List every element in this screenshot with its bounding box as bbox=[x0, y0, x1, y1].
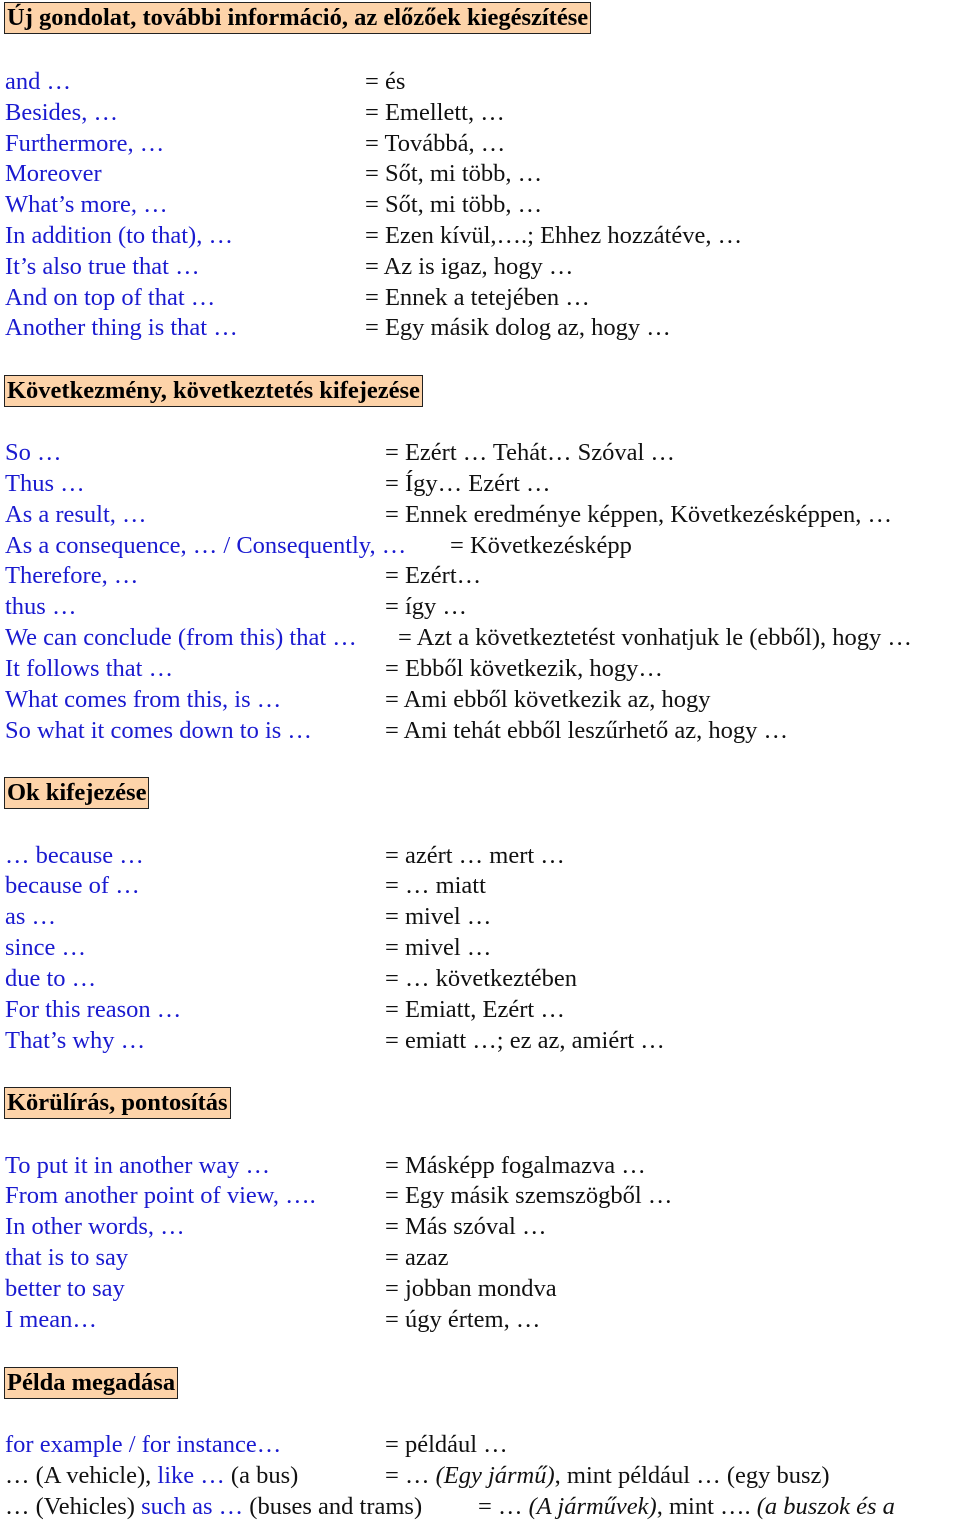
hungarian-translation: = Emiatt, Ezért … bbox=[385, 996, 565, 1023]
english-phrase: What’s more, … bbox=[5, 191, 168, 218]
hungarian-translation: = Emellett, … bbox=[365, 99, 505, 126]
hungarian-translation: = Másképp fogalmazva … bbox=[385, 1152, 646, 1179]
phrase-row bbox=[0, 128, 960, 159]
phrase-row bbox=[0, 1304, 960, 1335]
hungarian-translation: = azért … mert … bbox=[385, 842, 565, 869]
phrase-row bbox=[0, 251, 960, 282]
section-heading-consequence: Következmény, következtetés kifejezése bbox=[4, 375, 423, 407]
phrase-row bbox=[0, 591, 960, 622]
english-phrase: And on top of that … bbox=[5, 284, 216, 311]
english-phrase: Besides, … bbox=[5, 99, 118, 126]
hungarian-translation: = … következtében bbox=[385, 965, 578, 992]
phrase-row bbox=[0, 684, 960, 715]
english-phrase: due to … bbox=[5, 965, 97, 992]
phrase-row bbox=[0, 870, 960, 901]
english-phrase: Another thing is that … bbox=[5, 314, 238, 341]
hungarian-translation: = Ami ebből következik az, hogy bbox=[385, 686, 711, 713]
hungarian-translation: = Továbbá, … bbox=[365, 130, 506, 157]
hungarian-translation: = úgy értem, … bbox=[385, 1306, 541, 1333]
english-phrase: Therefore, … bbox=[5, 562, 139, 589]
phrase-row bbox=[0, 530, 960, 561]
hungarian-translation: = Ennek a tetejében … bbox=[365, 284, 590, 311]
english-phrase: that is to say bbox=[5, 1244, 129, 1271]
english-phrase: Thus … bbox=[5, 470, 85, 497]
hungarian-translation: = Ezen kívül,….; Ehhez hozzátéve, … bbox=[365, 222, 743, 249]
phrase-row bbox=[0, 499, 960, 530]
phrase-row bbox=[0, 189, 960, 220]
english-phrase: … because … bbox=[5, 842, 144, 869]
hungarian-translation: = Ezért … Tehát… Szóval … bbox=[385, 439, 675, 466]
english-phrase: For this reason … bbox=[5, 996, 182, 1023]
hungarian-translation: = Így… Ezért … bbox=[385, 470, 551, 497]
phrase-row bbox=[0, 1273, 960, 1304]
english-phrase: What comes from this, is … bbox=[5, 686, 282, 713]
section-heading-paraphrase: Körülírás, pontosítás bbox=[4, 1087, 231, 1119]
phrase-row bbox=[0, 312, 960, 343]
english-phrase: It follows that … bbox=[5, 655, 174, 682]
phrase-row bbox=[0, 220, 960, 251]
hungarian-translation: = emiatt …; ez az, amiért … bbox=[385, 1027, 665, 1054]
section-heading-addition: Új gondolat, további információ, az előzőek kiegészítése bbox=[4, 2, 591, 34]
hungarian-translation: = például … bbox=[385, 1431, 508, 1458]
english-phrase: because of … bbox=[5, 872, 140, 899]
phrase-row bbox=[0, 1242, 960, 1273]
phrase-row bbox=[0, 653, 960, 684]
english-phrase: So … bbox=[5, 439, 62, 466]
english-phrase: As a result, … bbox=[5, 501, 147, 528]
english-phrase: I mean… bbox=[5, 1306, 97, 1333]
phrase-row bbox=[0, 1180, 960, 1211]
english-phrase: since … bbox=[5, 934, 86, 961]
hungarian-translation: = Egy másik dolog az, hogy … bbox=[365, 314, 671, 341]
english-phrase: Furthermore, … bbox=[5, 130, 165, 157]
phrase-row bbox=[0, 622, 960, 653]
phrase-row bbox=[0, 1429, 960, 1460]
english-phrase: thus … bbox=[5, 593, 77, 620]
hungarian-translation: = Azt a következtetést vonhatjuk le (ebből), hogy … bbox=[398, 624, 912, 651]
hungarian-translation: = Az is igaz, hogy … bbox=[365, 253, 574, 280]
hungarian-translation: = azaz bbox=[385, 1244, 449, 1271]
phrase-row bbox=[0, 282, 960, 313]
phrase-row bbox=[0, 1150, 960, 1181]
english-phrase: As a consequence, … / Consequently, … bbox=[5, 532, 407, 559]
hungarian-translation: = … miatt bbox=[385, 872, 486, 899]
phrase-row bbox=[0, 437, 960, 468]
phrase-row bbox=[0, 932, 960, 963]
hungarian-translation: = mivel … bbox=[385, 903, 492, 930]
english-phrase: We can conclude (from this) that … bbox=[5, 624, 357, 651]
phrase-row bbox=[0, 963, 960, 994]
english-phrase: It’s also true that … bbox=[5, 253, 200, 280]
hungarian-translation: = Más szóval … bbox=[385, 1213, 547, 1240]
hungarian-translation: = Egy másik szemszögből … bbox=[385, 1182, 673, 1209]
hungarian-translation: = Sőt, mi több, … bbox=[365, 191, 543, 218]
phrase-row bbox=[0, 715, 960, 746]
section-heading-example: Példa megadása bbox=[4, 1367, 178, 1399]
phrase-row bbox=[0, 158, 960, 189]
english-phrase: From another point of view, …. bbox=[5, 1182, 316, 1209]
phrase-row bbox=[0, 66, 960, 97]
hungarian-translation: = és bbox=[365, 68, 406, 95]
english-phrase: as … bbox=[5, 903, 57, 930]
phrase-row bbox=[0, 994, 960, 1025]
hungarian-translation: = így … bbox=[385, 593, 467, 620]
phrase-row bbox=[0, 97, 960, 128]
english-phrase: better to say bbox=[5, 1275, 125, 1302]
hungarian-example: = … (Egy jármű), mint például … (egy busz) bbox=[385, 1462, 830, 1489]
english-phrase: To put it in another way … bbox=[5, 1152, 271, 1179]
english-example: … (Vehicles) such as … (buses and trams) bbox=[5, 1493, 423, 1520]
hungarian-translation: = Ami tehát ebből leszűrhető az, hogy … bbox=[385, 717, 788, 744]
english-phrase: In addition (to that), … bbox=[5, 222, 233, 249]
phrase-row bbox=[0, 901, 960, 932]
english-phrase: So what it comes down to is … bbox=[5, 717, 312, 744]
phrase-row bbox=[0, 560, 960, 591]
example-row bbox=[0, 1460, 960, 1491]
hungarian-translation: = Ezért… bbox=[385, 562, 482, 589]
section-heading-reason: Ok kifejezése bbox=[4, 777, 149, 809]
english-phrase: In other words, … bbox=[5, 1213, 185, 1240]
phrase-row bbox=[0, 1025, 960, 1056]
example-row bbox=[0, 1491, 960, 1522]
hungarian-translation: = Ennek eredménye képpen, Következésképpen, … bbox=[385, 501, 893, 528]
hungarian-example: = … (A járművek), mint …. (a buszok és a bbox=[478, 1493, 895, 1520]
hungarian-translation: = Következésképp bbox=[450, 532, 632, 559]
hungarian-translation: = mivel … bbox=[385, 934, 492, 961]
english-phrase: Moreover bbox=[5, 160, 102, 187]
english-phrase: That’s why … bbox=[5, 1027, 146, 1054]
hungarian-translation: = Sőt, mi több, … bbox=[365, 160, 543, 187]
phrase-row bbox=[0, 840, 960, 871]
phrase-row bbox=[0, 468, 960, 499]
english-example: … (A vehicle), like … (a bus) bbox=[5, 1462, 299, 1489]
hungarian-translation: = Ebből következik, hogy… bbox=[385, 655, 663, 682]
hungarian-translation: = jobban mondva bbox=[385, 1275, 557, 1302]
english-phrase: and … bbox=[5, 68, 71, 95]
phrase-row bbox=[0, 1211, 960, 1242]
english-phrase: for example / for instance… bbox=[5, 1431, 282, 1458]
